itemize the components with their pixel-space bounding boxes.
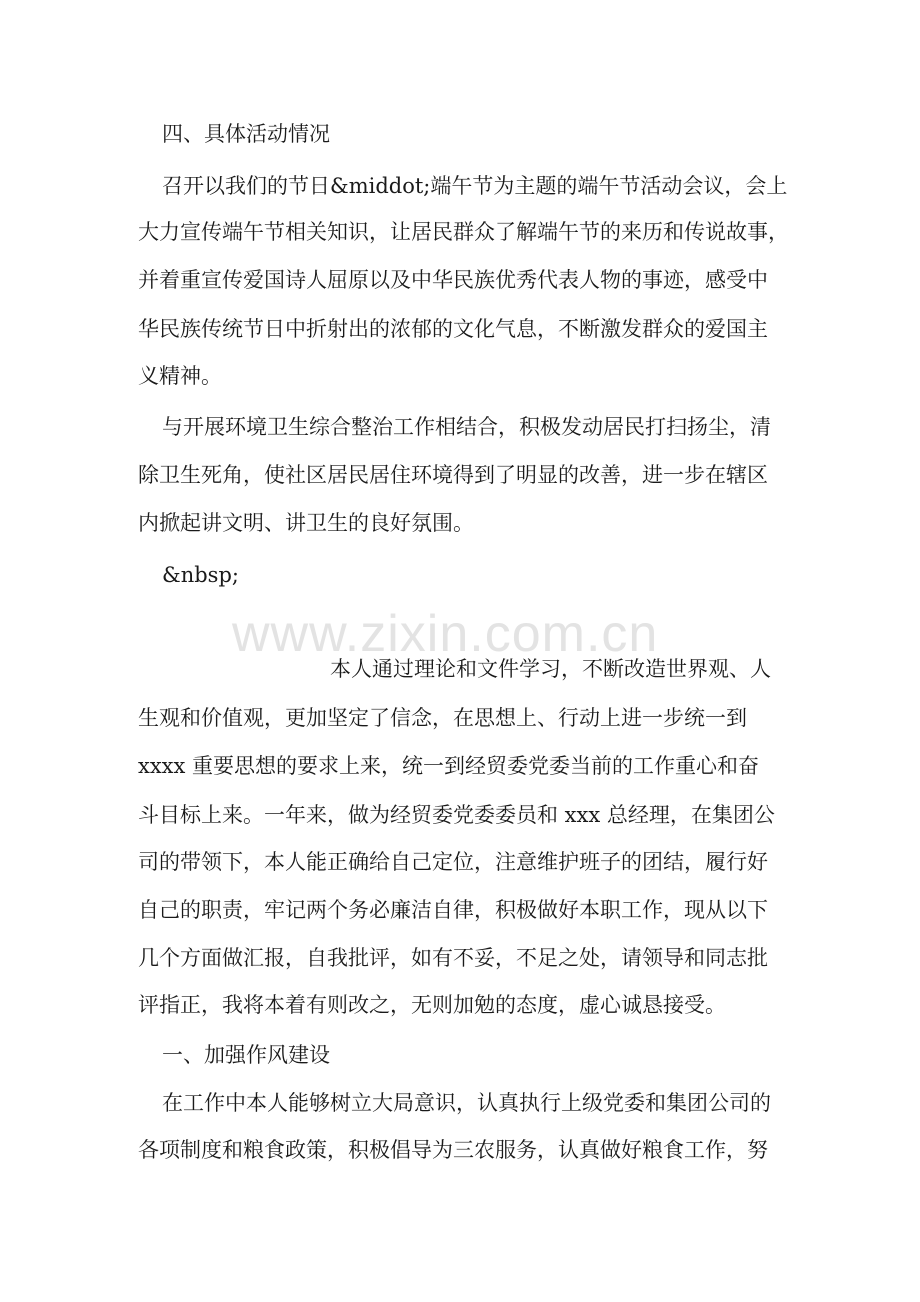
paragraph-line: 评指正，我将本着有则改之，无则加勉的态度，虚心诚恳接受。	[138, 993, 726, 1017]
paragraph-line: xxxx 重要思想的要求上来，统一到经贸委党委当前的工作重心和奋	[138, 754, 760, 778]
paragraph-line: 在工作中本人能够树立大局意识，认真执行上级党委和集团公司的	[162, 1091, 771, 1115]
paragraph-line: 自己的职责，牢记两个务必廉洁自律，积极做好本职工作，现从以下	[138, 898, 768, 922]
watermark: www.zixin.com.cn	[232, 605, 659, 663]
paragraph-line: 除卫生死角，使社区居民居住环境得到了明显的改善，进一步在辖区	[138, 463, 768, 487]
paragraph-line: 内掀起讲文明、讲卫生的良好氛围。	[138, 511, 474, 535]
paragraph-line: 并着重宣传爱国诗人屈原以及中华民族优秀代表人物的事迹，感受中	[138, 268, 768, 292]
paragraph-line: 各项制度和粮食政策，积极倡导为三农服务，认真做好粮食工作，努	[138, 1138, 768, 1162]
paragraph-line: 华民族传统节日中折射出的浓郁的文化气息，不断激发群众的爱国主	[138, 317, 768, 341]
paragraph-line: 斗目标上来。一年来，做为经贸委党委委员和 xxx 总经理，在集团公	[138, 803, 775, 827]
paragraph-line: 生观和价值观，更加坚定了信念，在思想上、行动上进一步统一到	[138, 706, 747, 730]
paragraph-line: 本人通过理论和文件学习，不断改造世界观、人	[330, 657, 771, 681]
paragraph-line: 召开以我们的节日&middot;端午节为主题的端午节活动会议，会上	[162, 174, 788, 198]
paragraph-line: 与开展环境卫生综合整治工作相结合，积极发动居民打扫扬尘，清	[162, 415, 771, 439]
paragraph-line: 大力宣传端午节相关知识，让居民群众了解端午节的来历和传说故事，	[138, 220, 789, 244]
nbsp-artifact: &nbsp;	[162, 563, 239, 587]
section-heading-style: 一、加强作风建设	[162, 1043, 330, 1067]
paragraph-line: 几个方面做汇报，自我批评，如有不妥，不足之处，请领导和同志批	[138, 946, 768, 970]
paragraph-line: 司的带领下，本人能正确给自己定位，注意维护班子的团结，履行好	[138, 850, 768, 874]
paragraph-line: 义精神。	[138, 364, 222, 388]
section-heading-activities: 四、具体活动情况	[162, 122, 330, 146]
